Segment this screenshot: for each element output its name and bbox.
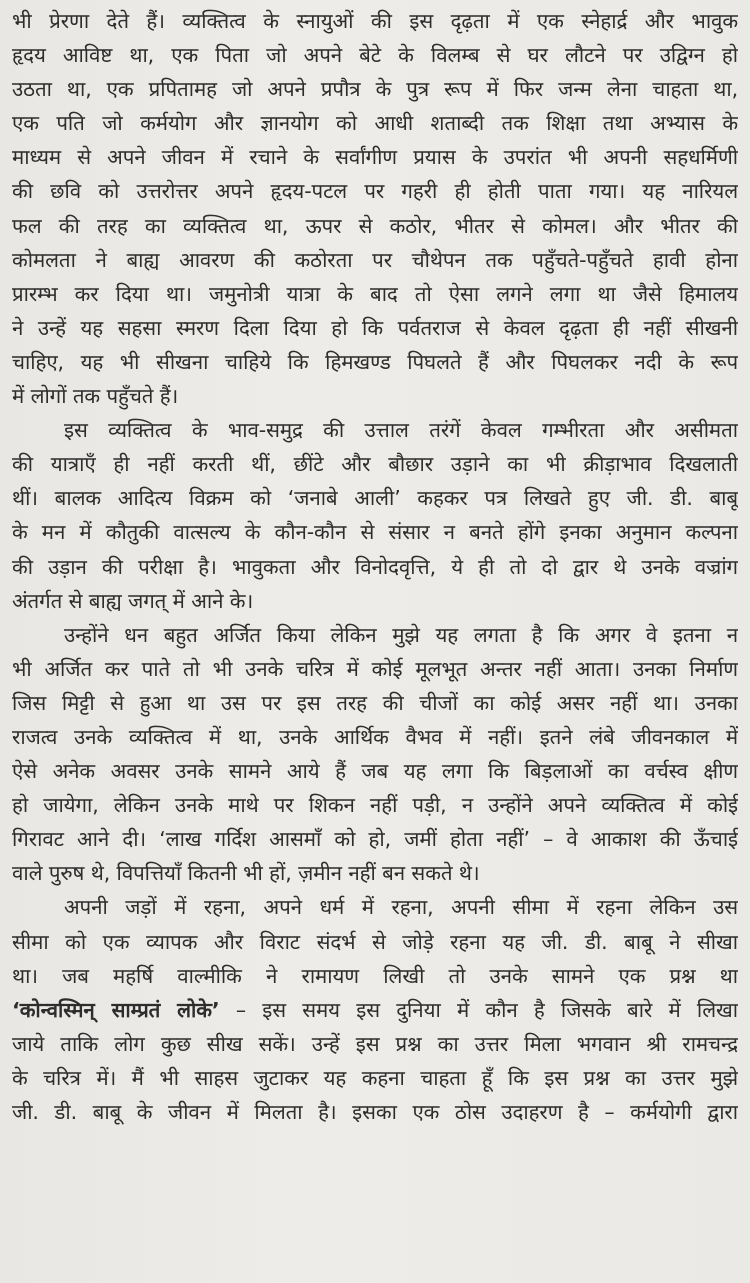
text-line: इस व्यक्तित्व के भाव-समुद्र की उत्ताल तरंगें केवल गम्भीरता और असीमता xyxy=(64,418,738,443)
paragraph-3 xyxy=(12,618,738,891)
text-line: माध्यम से अपने जीवन में रचाने के सर्वांगीण प्रयास के उपरांत भी अपनी सहधर्मिणी xyxy=(12,145,738,170)
paragraph-4 xyxy=(12,890,738,1129)
paragraph-2 xyxy=(12,413,738,618)
text-line: उठता था, एक प्रपितामह जो अपने प्रपौत्र के पुत्र रूप में फिर जन्म लेना चाहता था, xyxy=(12,77,738,102)
text-line: भी अर्जित कर पाते तो भी उनके चरित्र में कोई मूलभूत अन्तर नहीं आता। उनका निर्माण xyxy=(12,656,738,681)
text-line: जिस मिट्टी से हुआ था उस पर इस तरह की चीजों का कोई असर नहीं था। उनका xyxy=(12,690,738,715)
text-line: हृदय आविष्ट था, एक पिता जो अपने बेटे के विलम्ब से घर लौटने पर उद्विग्न हो xyxy=(12,43,738,68)
text-line: ने उन्हें यह सहसा स्मरण दिला दिया हो कि पर्वतराज से केवल दृढ़ता ही नहीं सीखनी xyxy=(12,315,738,340)
text-line: गिरावट आने दी। ‘लाख गर्दिश आसमाँ को हो, जमीं होता नहीं’ – वे आकाश की ऊँचाई xyxy=(12,827,738,852)
text-line: भी प्रेरणा देते हैं। व्यक्तित्व के स्नायुओं की इस दृढ़ता में एक स्नेहार्द्र और भावुक xyxy=(12,9,738,33)
text-line: जी. डी. बाबू के जीवन में मिलता है। इसका एक ठोस उदाहरण है – कर्मयोगी द्वारा xyxy=(12,1100,738,1124)
text-line: के मन में कौतुकी वात्सल्य के कौन-कौन से संसार न बनते होंगे इनका अनुमान कल्पना xyxy=(12,520,738,545)
text-line: एक पति जो कर्मयोग और ज्ञानयोग को आधी शताब्दी तक शिक्षा तथा अभ्यास के xyxy=(12,111,738,136)
text-line: जाये ताकि लोग कुछ सीख सकें। उन्हें इस प्रश्न का उत्तर मिला भगवान श्री रामचन्द्र xyxy=(12,1031,738,1056)
paragraph-1 xyxy=(12,4,738,413)
text-line: सीमा को एक व्यापक और विराट संदर्भ से जोड़े रहना यह जी. डी. बाबू ने सीखा xyxy=(12,929,738,954)
text-line: अपनी जड़ों में रहना, अपने धर्म में रहना, अपनी सीमा में रहना लेकिन उस xyxy=(64,895,738,920)
text-line: फल की तरह का व्यक्तित्व था, ऊपर से कठोर, भीतर से कोमल। और भीतर की xyxy=(12,213,738,238)
text-line: में लोगों तक पहुँचते हैं। xyxy=(12,384,179,409)
text-line: वाले पुरुष थे, विपत्तियाँ कितनी भी हों, ज़मीन नहीं बन सकते थे। xyxy=(12,861,480,886)
text-line: की छवि को उत्तरोत्तर अपने हृदय-पटल पर गहरी ही होती पाता गया। यह नारियल xyxy=(12,179,738,204)
text-line: कोमलता ने बाह्य आवरण की कठोरता पर चौथेपन तक पहुँचते-पहुँचते हावी होना xyxy=(12,247,738,272)
text-line: था। जब महर्षि वाल्मीकि ने रामायण लिखी तो उनके सामने एक प्रश्न था xyxy=(12,963,738,988)
text-line: की उड़ान की परीक्षा है। भावुकता और विनोदवृत्ति, ये ही तो दो द्वार थे उनके वज्रांग xyxy=(12,554,738,579)
text-line: अंतर्गत से बाह्य जगत् में आने के। xyxy=(12,588,254,613)
text-line: उन्होंने धन बहुत अर्जित किया लेकिन मुझे यह लगता है कि अगर वे इतना न xyxy=(64,622,738,647)
text-line: ऐसे अनेक अवसर उनके सामने आये हैं जब यह लगा कि बिड़लाओं का वर्चस्व क्षीण xyxy=(12,759,738,784)
quote-continuation: – इस समय इस दुनिया में कौन है जिसके बारे में लिखा xyxy=(235,997,738,1022)
text-line-with-quote xyxy=(12,993,738,1027)
text-line: प्रारम्भ कर दिया था। जमुनोत्री यात्रा के बाद तो ऐसा लगने लगा था जैसे हिमालय xyxy=(12,281,738,306)
text-line: की यात्राएँ ही नहीं करती थीं, छींटे और बौछार उड़ाने का भी क्रीड़ाभाव दिखलाती xyxy=(12,452,738,477)
text-line: राजत्व उनके व्यक्तित्व में था, उनके आर्थिक वैभव में नहीं। इतने लंबे जीवनकाल में xyxy=(12,724,738,749)
text-line: के चरित्र में। मैं भी साहस जुटाकर यह कहना चाहता हूँ कि इस प्रश्न का उत्तर मुझे xyxy=(12,1065,738,1090)
text-line: हो जायेगा, लेकिन उनके माथे पर शिकन नहीं पड़ी, न उन्होंने अपने व्यक्तित्व में कोई xyxy=(12,793,738,818)
text-line: थीं। बालक आदित्य विक्रम को ‘जनाबे आली’ कहकर पत्र लिखते हुए जी. डी. बाबू xyxy=(12,486,738,511)
sanskrit-quote: ‘कोन्वस्मिन् साम्प्रतं लोके’ xyxy=(12,997,220,1022)
text-line: चाहिए, यह भी सीखना चाहिये कि हिमखण्ड पिघलते हैं और पिघलकर नदी के रूप xyxy=(12,349,738,374)
